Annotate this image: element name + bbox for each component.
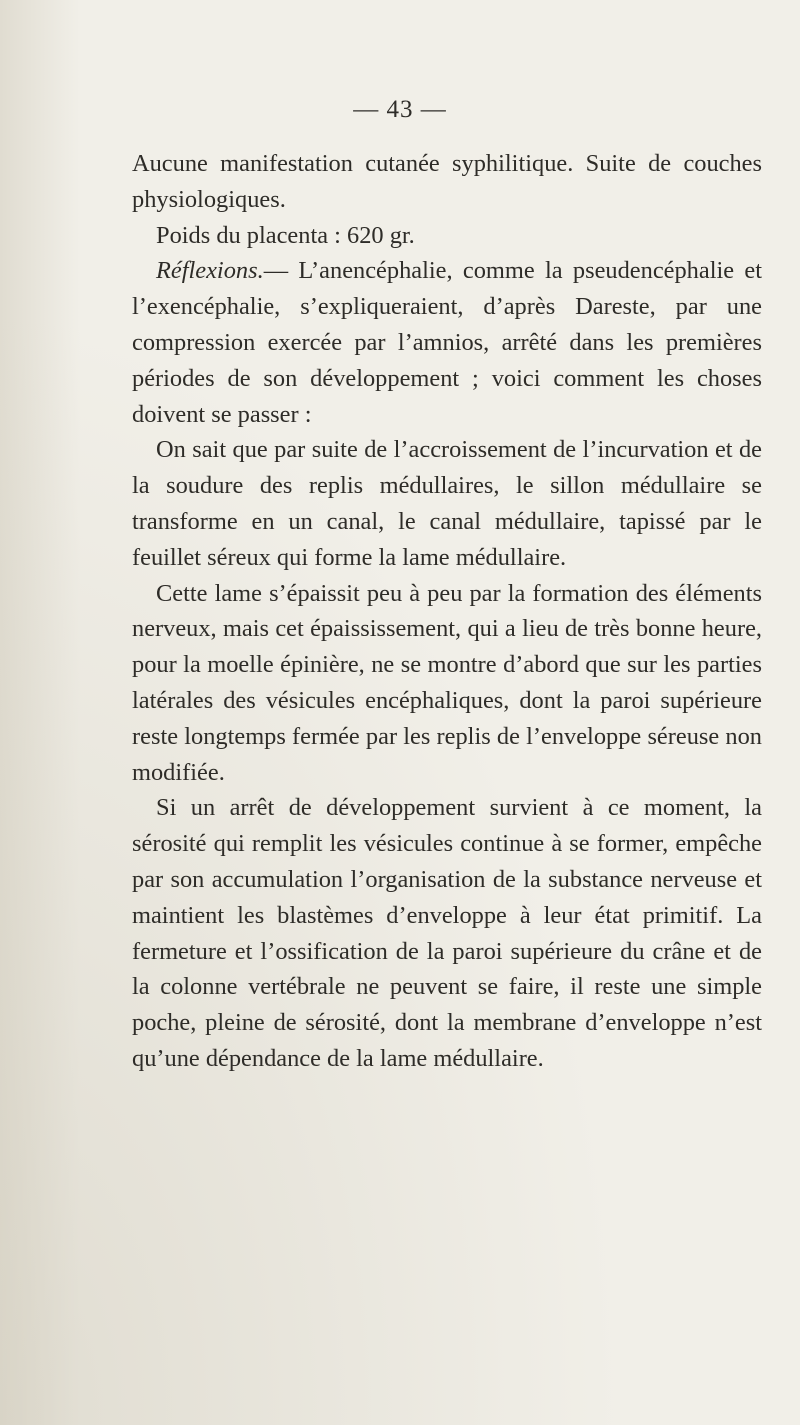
paragraph-development-arrest: Si un arrêt de développement survient à ce moment, la sérosité qui remplit les vésicules continue à se former, empêche par son accumulation l’organisation de la substance nerveuse et maintient les blastèmes d’enveloppe à leur état primitif. La fermeture et l’ossification de la paroi supérieure du crâne et de la colonne vertébrale ne peuvent se faire, il reste une simple poche, pleine de sérosité, dont la membrane d’enveloppe n’est qu’une dépendance de la lame médullaire. xyxy=(132,794,762,1072)
body-text xyxy=(132,146,762,1077)
reflexions-label: Réflexions. xyxy=(156,257,264,285)
paragraph-case-note: Aucune manifestation cutanée syphilitique. Suite de couches physiologiques. xyxy=(132,150,762,213)
page-number: — 43 — xyxy=(353,96,447,123)
paragraph-placenta-weight: Poids du placenta : 620 gr. xyxy=(156,221,415,249)
reflexions-text: — L’anencéphalie, comme la pseudencéphalie et l’exencéphalie, s’expliqueraient, d’après Dareste, par une compression exercée par l’amnios, arrêté dans les premières périodes de son développement ; voici comment les choses doivent se passer : xyxy=(132,257,762,428)
paragraph-reflexions xyxy=(132,253,762,432)
paragraph-medullary-lamina: Cette lame s’épaissit peu à peu par la formation des éléments nerveux, mais cet épaississement, qui a lieu de très bonne heure, pour la moelle épinière, ne se montre d’abord que sur les parties latérales des vésicules encéphaliques, dont la paroi supérieure reste longtemps fermée par les replis de l’enveloppe séreuse non modifiée. xyxy=(132,579,762,786)
paragraph-medullary-canal: On sait que par suite de l’accroissement de l’incurvation et de la soudure des replis médullaires, le sillon médullaire se transforme en un canal, le canal médullaire, tapissé par le feuillet séreux qui forme la lame médullaire. xyxy=(132,436,762,571)
